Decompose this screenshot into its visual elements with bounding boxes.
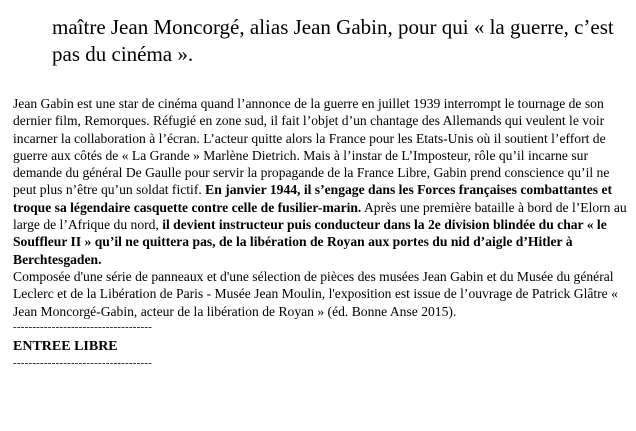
divider-bottom: ------------------------------------ [13,356,153,369]
exposition-paragraph: Composée d'une série de panneaux et d'une sélection de pièces des musées Jean Gabin et du Musée du général Leclerc et de la Libération de Paris - Musée Jean Moulin, l'exposition est issue de l’ouvrage de Patrick Glâtre « Jean Moncorgé-Gabin, acteur de la libération de Royan » (éd. Bonne Anse 2015). [13,268,618,319]
intro-quote: maître Jean Moncorgé, alias Jean Gabin, pour qui « la guerre, c’est pas du cinéma ». [52,15,614,66]
article-paragraph [13,95,627,268]
paragraph-bold-text: il devient instructeur puis conducteur dans la 2e division blindée du char « le Souffleur II » qu’il ne quittera pas, de la libération de Royan aux portes du nid d’aigle d’Hitler à Berchtesgaden. [13,217,607,267]
entree-libre-label: ENTREE LIBRE [13,338,118,354]
paragraph-text: Après une première bataille à bord de l’Elorn au large de l’Afrique du nord, [13,199,627,233]
divider-top: ------------------------------------ [13,320,153,333]
paragraph-bold-text: En janvier 1944, il s’engage dans les Forces françaises combattantes et troque sa légendaire casquette contre celle de fusilier-marin. [13,182,613,215]
article-body [13,95,627,371]
paragraph-text: Jean Gabin est une star de cinéma quand l’annonce de la guerre en juillet 1939 interrompt le tournage de son dernier film, Remorques. Réfugié en zone sud, il fait l’objet d’un chantage des Allemands qui veulent le voir incarner la collaboration à l’écran. L’acteur quitte alors la France pour les Etats-Unis où il soutient l’effort de guerre aux côtés de « La Grande » Marlène Dietrich. Mais à l’instar de L’Imposteur, rôle qu’il incarne sur demande du général De Gaulle pour servir la propagande de la France Libre, Gabin prend conscience qu’il ne peut plus n’être qu’un soldat fictif. [13,96,610,198]
